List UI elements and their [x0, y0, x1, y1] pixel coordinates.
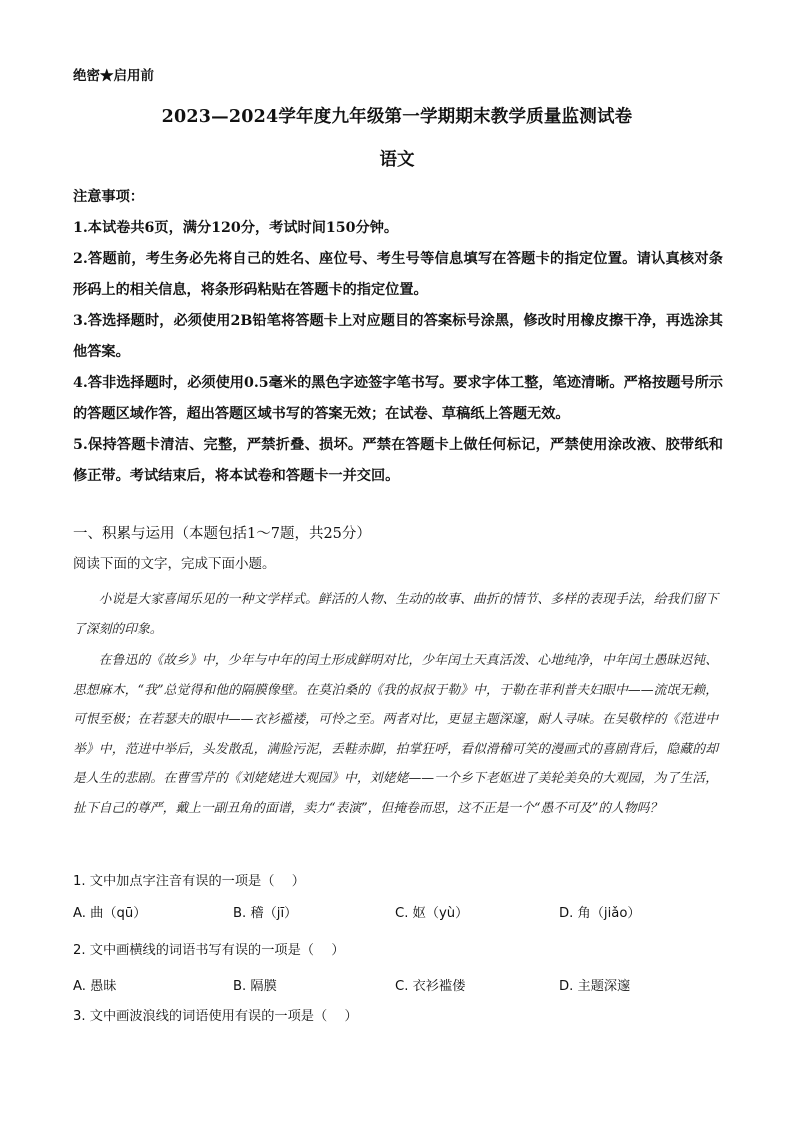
- question-2-option-b[interactable]: B. 隔膜: [233, 979, 277, 994]
- section-instruction: 阅读下面的文字，完成下面小题。: [73, 556, 276, 572]
- notes-block: [73, 182, 723, 492]
- subject-title: 语文: [379, 150, 415, 170]
- notes-item-1: 1.本试卷共6页，满分120分，考试时间150分钟。: [73, 220, 399, 236]
- notes-item-5: 5.保持答题卡清洁、完整，严禁折叠、损坏。严禁在答题卡上做任何标记，严禁使用涂改液、胶带纸和修正带。考试结束后，将本试卷和答题卡一并交回。: [73, 437, 723, 484]
- notes-heading: 注意事项：: [73, 189, 144, 205]
- passage-paragraph-2: 在鲁迅的《故乡》中，少年与中年的闰土形成鲜明对比，少年闰土天真活泼、心地纯净，中年闰土愚昧迟钝、思想麻木，“我”总觉得和他的隔膜像壁。在莫泊桑的《我的叔叔于勒》中，于勒在菲利普夫妇眼中——流氓无赖，可恨至极；在若瑟夫的眼中——衣衫褴褛，可怜之至。两者对比，更显主题深邃，耐人寻味。在吴敬梓的《范进中举》中，范进中举后，头发散乱，满脸污泥，丢鞋赤脚，拍掌狂呼，看似滑稽可笑的漫画式的喜剧背后，隐藏的却是人生的悲剧。在曹雪芹的《刘姥姥进大观园》中，刘姥姥——一个乡下老妪进了美轮美奂的大观园，为了生活，扯下自己的尊严，戴上一副丑角的面谱，卖力“表演”，但掩卷而思，这不正是一个“愚不可及”的人物吗？: [73, 653, 718, 816]
- question-1-stem: 1. 文中加点字注音有误的一项是（ ）: [73, 874, 305, 889]
- question-2-option-a[interactable]: A. 愚昧: [73, 979, 117, 994]
- notes-item-3: 3.答选择题时，必须使用2B铅笔将答题卡上对应题目的答案标号涂黑，修改时用橡皮擦干净，再选涂其他答案。: [73, 313, 723, 360]
- question-2-option-d[interactable]: D. 主题深邃: [559, 979, 631, 994]
- question-1-option-c[interactable]: C. 妪（yù）: [395, 906, 469, 921]
- reading-passage: [73, 585, 718, 825]
- question-1-option-d[interactable]: D. 角（jiǎo）: [559, 906, 641, 921]
- question-3-stem: 3. 文中画波浪线的词语使用有误的一项是（ ）: [73, 1009, 358, 1024]
- notes-item-4: 4.答非选择题时，必须使用0.5毫米的黑色字迹签字笔书写。要求字体工整，笔迹清晰。严格按题号所示的答题区域作答，超出答题区域书写的答案无效；在试卷、草稿纸上答题无效。: [73, 375, 723, 422]
- exam-title: 2023—2024学年度九年级第一学期期末教学质量监测试卷: [161, 107, 633, 127]
- notes-item-2: 2.答题前，考生务必先将自己的姓名、座位号、考生号等信息填写在答题卡的指定位置。请认真核对条形码上的相关信息，将条形码粘贴在答题卡的指定位置。: [73, 251, 723, 298]
- passage-paragraph-1: 小说是大家喜闻乐见的一种文学样式。鲜活的人物、生动的故事、曲折的情节、多样的表现手法，给我们留下了深刻的印象。: [73, 592, 718, 637]
- question-2-option-c[interactable]: C. 衣衫褴偻: [395, 979, 466, 994]
- secret-label: 绝密★启用前: [73, 68, 154, 84]
- question-1-option-a[interactable]: A. 曲（qū）: [73, 906, 147, 921]
- question-2-stem: 2. 文中画横线的词语书写有误的一项是（ ）: [73, 943, 345, 958]
- section-title: 一、积累与运用（本题包括1～7题，共25分）: [73, 526, 371, 542]
- question-1-option-b[interactable]: B. 稽（jī）: [233, 906, 298, 921]
